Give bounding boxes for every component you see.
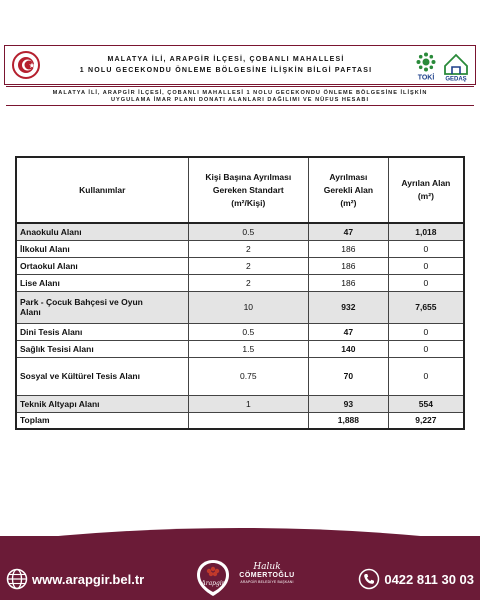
table-row	[16, 340, 464, 357]
row-required: 47	[309, 323, 389, 340]
subtitle-rule-top	[6, 86, 474, 87]
row-standard: 2	[188, 240, 308, 257]
table-row	[16, 291, 464, 323]
row-allocated: 0	[388, 274, 464, 291]
row-name: Sosyal ve Kültürel Tesis Alanı	[16, 357, 188, 395]
table-row	[16, 223, 464, 240]
row-allocated: 0	[388, 257, 464, 274]
header-usage: Kullanımlar	[16, 157, 188, 223]
subtitle	[6, 90, 474, 104]
row-standard: 0.75	[188, 357, 308, 395]
row-allocated: 0	[388, 357, 464, 395]
row-standard: 2	[188, 274, 308, 291]
table-row	[16, 240, 464, 257]
row-name: Sağlık Tesisi Alanı	[16, 340, 188, 357]
row-allocated: 554	[388, 395, 464, 412]
row-allocated: 0	[388, 340, 464, 357]
subtitle-line1: MALATYA İLİ, ARAPGİR İLÇESİ, ÇOBANLI MAHALLESİ 1 NOLU GECEKONDU ÖNLEME BÖLGESİNE İLİŞKİN	[52, 90, 428, 96]
header-title-line1: MALATYA İLİ, ARAPGİR İLÇESİ, ÇOBANLI MAHALLESİ	[107, 56, 345, 63]
gedas-label: GEDAŞ	[445, 76, 467, 82]
row-name: İlkokul Alanı	[16, 240, 188, 257]
muni-logo-text: Arapgir	[201, 580, 225, 587]
table-row	[16, 323, 464, 340]
row-name: Teknik Altyapı Alanı	[16, 395, 188, 412]
website-text: www.arapgir.bel.tr	[32, 571, 145, 587]
website-link[interactable]	[6, 568, 144, 590]
phone-icon	[358, 568, 380, 590]
header-required-area: Ayrılması Gerekli Alan (m²)	[309, 157, 389, 223]
subtitle-rule-bottom	[6, 105, 474, 106]
header-banner	[4, 45, 476, 85]
row-name: Park - Çocuk Bahçesi ve Oyun Alanı	[16, 291, 188, 323]
row-allocated: 0	[388, 240, 464, 257]
row-allocated: 7,655	[388, 291, 464, 323]
table-row	[16, 274, 464, 291]
globe-icon	[6, 568, 28, 590]
ministry-emblem-icon	[11, 50, 41, 80]
municipality-logo-icon	[196, 559, 230, 597]
subtitle-line2: UYGULAMA İMAR PLANI DONATI ALANLARI DAĞILIMI VE NÜFUS HESABI	[110, 97, 370, 103]
row-allocated: 1,018	[388, 223, 464, 240]
phone-text: 0422 811 30 03	[384, 571, 474, 587]
toki-logo-icon	[413, 50, 439, 82]
row-required: 186	[309, 240, 389, 257]
table-header-row	[16, 157, 464, 223]
header-allocated-area: Ayrılan Alan (m²)	[388, 157, 464, 223]
gedas-logo-icon	[442, 50, 470, 82]
row-name: Anaokulu Alanı	[16, 223, 188, 240]
row-standard: 10	[188, 291, 308, 323]
total-required: 1,888	[309, 412, 389, 429]
row-name: Dini Tesis Alanı	[16, 323, 188, 340]
row-standard: 0.5	[188, 323, 308, 340]
mayor-signature: Haluk	[253, 562, 281, 572]
row-standard: 1	[188, 395, 308, 412]
total-allocated: 9,227	[388, 412, 464, 429]
row-required: 93	[309, 395, 389, 412]
row-required: 932	[309, 291, 389, 323]
phone-link[interactable]	[358, 568, 474, 590]
row-standard: 1.5	[188, 340, 308, 357]
header-title-line2: 1 NOLU GECEKONDU ÖNLEME BÖLGESİNE İLİŞKİN BİLGİ PAFTASI	[79, 67, 373, 74]
facility-area-table	[15, 156, 465, 430]
total-standard	[188, 412, 308, 429]
row-name: Ortaokul Alanı	[16, 257, 188, 274]
table-row	[16, 257, 464, 274]
table-row	[16, 395, 464, 412]
row-name: Lise Alanı	[16, 274, 188, 291]
row-required: 47	[309, 223, 389, 240]
header-standard: Kişi Başına Ayrılması Gereken Standart (m²/Kişi)	[188, 157, 308, 223]
row-required: 140	[309, 340, 389, 357]
mayor-title: ARAPGİR BELEDİYE BAŞKANI	[240, 580, 294, 584]
row-allocated: 0	[388, 323, 464, 340]
total-name: Toplam	[16, 412, 188, 429]
row-standard: 0.5	[188, 223, 308, 240]
row-required: 186	[309, 257, 389, 274]
row-required: 70	[309, 357, 389, 395]
row-required: 186	[309, 274, 389, 291]
mayor-signature-block	[234, 562, 300, 585]
toki-label: TOKİ	[417, 74, 435, 82]
row-standard: 2	[188, 257, 308, 274]
table-total-row	[16, 412, 464, 429]
table-row	[16, 357, 464, 395]
header-title	[55, 54, 397, 76]
mayor-name: CÖMERTOĞLU	[239, 572, 295, 579]
